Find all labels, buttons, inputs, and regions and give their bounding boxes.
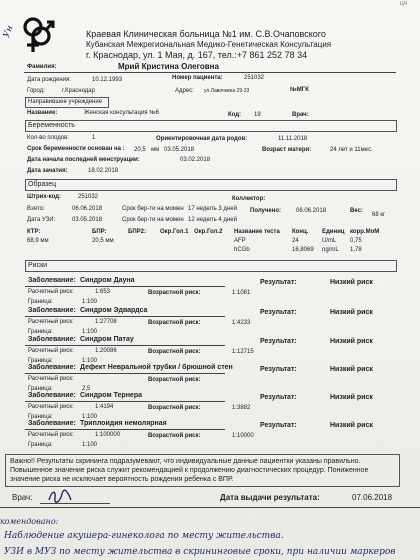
test-name: hCGb xyxy=(234,247,250,253)
risk-border-label: Граница: xyxy=(28,299,53,305)
term-us-label: Срок бер-ти на момен xyxy=(122,217,184,223)
risk-header-underline xyxy=(25,316,225,317)
risk-calc-value: 1:20086 xyxy=(95,348,117,354)
risk-header-underline xyxy=(25,373,225,374)
risks-section-box xyxy=(25,260,397,272)
sample-section-box xyxy=(25,179,397,191)
risk-disease-label: Заболевание: xyxy=(28,307,76,314)
risk-result-value: Низкий риск xyxy=(330,338,373,345)
risk-border-value: 1:100 xyxy=(82,414,98,420)
handwritten-line-2: Наблюдение акушера-гинеколога по месту жительства. xyxy=(4,531,284,541)
risk-calc-value: 1:100000 xyxy=(95,432,121,438)
risk-result-label: Результат: xyxy=(260,279,297,286)
risk-header-underline xyxy=(25,345,225,346)
ktr-label: КТР: xyxy=(27,229,41,235)
test-unit: U/mL xyxy=(322,238,337,244)
pregnancy-section-box xyxy=(25,120,397,132)
mom-header: корр.МоМ xyxy=(350,229,380,235)
handwritten-line-1: комендовано: xyxy=(0,517,59,526)
surname-underline xyxy=(24,72,396,73)
risk-age-label: Возрастной риск: xyxy=(148,433,201,439)
risk-disease-label: Заболевание: xyxy=(28,364,76,371)
risk-result-value: Низкий риск xyxy=(330,366,373,373)
risk-border-label: Граница: xyxy=(28,414,53,420)
term-label: Срок беременности основан на : xyxy=(27,146,125,152)
risk-result-label: Результат: xyxy=(260,366,297,373)
patient-id-value: 251032 xyxy=(244,75,265,81)
footer-doctor-label: Врач: xyxy=(12,493,33,502)
barcode-value: 251032 xyxy=(78,194,99,200)
test-conc: 24 xyxy=(292,238,299,244)
us-date-label: Дата УЗИ: xyxy=(27,217,56,223)
test-name: AFP xyxy=(234,238,246,244)
issue-date-label: Дата выдачи результата: xyxy=(220,493,320,502)
risk-disease-name: Синдром Дауна xyxy=(80,277,135,284)
risk-disease-label: Заболевание: xyxy=(28,277,76,284)
pregnancy-title: Беременность xyxy=(28,122,75,129)
weight-label: Вес: xyxy=(350,208,363,214)
risk-calc-value: 1:4194 xyxy=(95,404,114,410)
mother-age-label: Возраст матери: xyxy=(262,147,312,153)
okr1-label: Окр.Гол.1 xyxy=(160,229,189,235)
footer-divider xyxy=(0,507,420,508)
risk-calc-label: Расчетный риск: xyxy=(28,289,74,295)
term-us-value: 12 неделъ 4 дней xyxy=(188,217,237,223)
term-at-label: Срок бер-ти на момен xyxy=(122,206,184,212)
risk-age-label: Возрастной риск: xyxy=(148,377,201,383)
dob-value: 10.12.1993 xyxy=(92,77,123,83)
sample-title: Образец xyxy=(28,181,57,188)
city-value: г.Краснодар xyxy=(62,88,95,94)
risk-disease-name: Синдром Тернера xyxy=(80,392,142,399)
risk-calc-label: Расчетный риск: xyxy=(28,348,74,354)
bpr-label: БПР: xyxy=(92,229,107,235)
risk-header-underline xyxy=(25,401,225,402)
referral-code-value: 19 xyxy=(254,112,261,118)
risk-header-underline xyxy=(25,286,225,287)
test-mom: 1,78 xyxy=(350,247,362,253)
unit-header: Единиц xyxy=(322,229,345,235)
risk-header-underline xyxy=(25,429,225,430)
risk-border-value: 2,5 xyxy=(82,386,91,392)
risk-result-value: Низкий риск xyxy=(330,309,373,316)
risk-age-value: 1:1081 xyxy=(232,290,251,296)
bpr2-label: БПР2: xyxy=(128,229,146,235)
risk-border-value: 1:100 xyxy=(82,329,98,335)
risks-title: Риски xyxy=(28,262,48,269)
risk-age-value: 1:4233 xyxy=(232,320,251,326)
weight-value: 68 кг xyxy=(372,212,386,218)
edd-value: 11.11.2018 xyxy=(278,136,308,142)
referral-name-label: Название: xyxy=(27,110,58,116)
risk-border-label: Граница: xyxy=(28,386,53,392)
risk-age-value: 1:3882 xyxy=(232,405,251,411)
lmp-label: Дата начала последней менструации: xyxy=(27,157,140,163)
test-mom: 0,75 xyxy=(350,238,362,244)
test-unit: ng/mL xyxy=(322,247,339,253)
test-name-header: Название теста xyxy=(234,229,280,235)
risk-age-label: Возрастной риск: xyxy=(148,320,201,326)
clinic-name: Краевая Клиническая больница №1 им. С.В.Очаповского xyxy=(86,29,326,39)
risk-calc-label: Расчетный риск: xyxy=(28,376,74,382)
taken-label: Взято: xyxy=(27,206,45,212)
test-conc: 16,8069 xyxy=(292,247,314,253)
fetuses-label: Кол-во плодов: xyxy=(27,135,70,141)
risk-calc-value: 1:653 xyxy=(95,289,111,295)
ktr-value: 68,9 мм xyxy=(27,238,49,244)
risk-disease-label: Заболевание: xyxy=(28,420,76,427)
issue-date-value: 07.06.2018 xyxy=(352,493,393,502)
surname-value: Мрий Кристина Олеговна xyxy=(118,62,219,71)
risk-border-value: 1:100 xyxy=(82,358,98,364)
referral-code-label: Код: xyxy=(228,112,242,118)
received-label: Получено: xyxy=(250,208,282,214)
okr2-label: Окр.Гол.2 xyxy=(194,229,223,235)
risk-result-label: Результат: xyxy=(260,309,297,316)
referral-name-value: Женская консультация №6 xyxy=(84,110,159,116)
lmp-value: 03.02.2018 xyxy=(180,157,211,163)
risk-age-label: Возрастной риск: xyxy=(148,349,201,355)
risk-border-label: Граница: xyxy=(28,358,53,364)
us-date-value: 03.05.2018 xyxy=(72,217,103,223)
risk-border-label: Граница: xyxy=(28,442,53,448)
barcode-label: Штрих-код: xyxy=(27,194,61,200)
clinic-subtitle: Кубанская Межрегиональная Медико-Генетическая Консультация xyxy=(86,40,332,49)
taken-value: 06.06.2018 xyxy=(72,206,103,212)
surname-label: Фамилия: xyxy=(27,64,57,70)
risk-calc-value: 1:27708 xyxy=(95,319,117,325)
corner-note: ЦЧ xyxy=(400,1,408,7)
referral-title: Направившее учреждение xyxy=(28,99,103,105)
risk-result-value: Низкий риск xyxy=(330,394,373,401)
address-label: Адрес: xyxy=(175,88,194,94)
risk-border-label: Граница: xyxy=(28,329,53,335)
risk-disease-name: Триплоидия немолярная xyxy=(80,420,167,427)
risk-disease-name: Дефект Невральной трубки / брюшной стен xyxy=(80,364,233,371)
term-date: 03.05.2018 xyxy=(164,147,195,153)
dob-label: Дата рождения: xyxy=(27,77,71,83)
risk-age-label: Возрастной риск: xyxy=(148,290,201,296)
received-value: 06.06.2018 xyxy=(296,208,327,214)
term-unit: мм xyxy=(151,147,160,153)
term-at-value: 17 неделъ 3 дней xyxy=(188,206,237,212)
conception-value: 18.02.2018 xyxy=(88,168,119,174)
risk-disease-label: Заболевание: xyxy=(28,392,76,399)
conception-label: Дата зачатия: xyxy=(27,168,68,174)
risk-disease-label: Заболевание: xyxy=(28,336,76,343)
risk-border-value: 1:100 xyxy=(82,442,98,448)
mgk-label: №МГК xyxy=(290,87,309,93)
collector-label: Коллектор: xyxy=(232,196,266,202)
risk-result-label: Результат: xyxy=(260,422,297,429)
term-value: 20,5 xyxy=(134,147,146,153)
risk-disease-name: Синдром Патау xyxy=(80,336,134,343)
risk-age-value: 1:12715 xyxy=(232,349,254,355)
referral-doctor-label: Врач: xyxy=(292,112,309,118)
clinic-address: г. Краснодар, ул. 1 Мая, д. 167, тел.:+7 861 252 78 34 xyxy=(86,50,308,60)
patient-id-label: Номер пациента: xyxy=(172,75,223,81)
risk-calc-label: Расчетный риск: xyxy=(28,404,74,410)
risk-result-value: Низкий риск xyxy=(330,422,373,429)
address-value: ул.Лавочкина 29-33 xyxy=(204,88,250,94)
risk-result-label: Результат: xyxy=(260,394,297,401)
fetuses-value: 1 xyxy=(92,135,96,141)
risk-result-value: Низкий риск xyxy=(330,279,373,286)
risk-calc-label: Расчетный риск: xyxy=(28,319,74,325)
conc-header: Конц. xyxy=(292,229,309,235)
risk-disease-name: Синдром Эдвардса xyxy=(80,307,148,314)
city-label: Город: xyxy=(27,88,45,94)
important-note: Важно!! Результаты скрининга подразумевают, что индивидуальные данные пациентки указаны правильно. Повышенное значение риска служит рекомендацией к продолжению диагностических процедур. Пониженное значение риска не исключает вероятность рождения ребенка с ВПР. xyxy=(10,458,369,484)
margin-handwriting: Ун xyxy=(2,24,16,40)
bpr-value: 20,5 мм xyxy=(92,238,114,244)
risk-result-label: Результат: xyxy=(260,338,297,345)
risk-border-value: 1:100 xyxy=(82,299,98,305)
mother-age-value: 24 лет и 11мес. xyxy=(330,147,373,153)
risk-age-label: Возрастной риск: xyxy=(148,405,201,411)
genetics-logo-icon xyxy=(20,14,56,56)
risk-calc-label: Расчетный риск: xyxy=(28,432,74,438)
edd-label: Ориентировочная дата родов: xyxy=(156,136,248,142)
risk-age-value: 1:10000 xyxy=(232,433,254,439)
handwritten-line-3: УЗИ в МУЗ по месту жительства в скрининговые сроки, при наличии маркеров xyxy=(4,547,396,557)
doctor-signature-line xyxy=(40,503,110,504)
